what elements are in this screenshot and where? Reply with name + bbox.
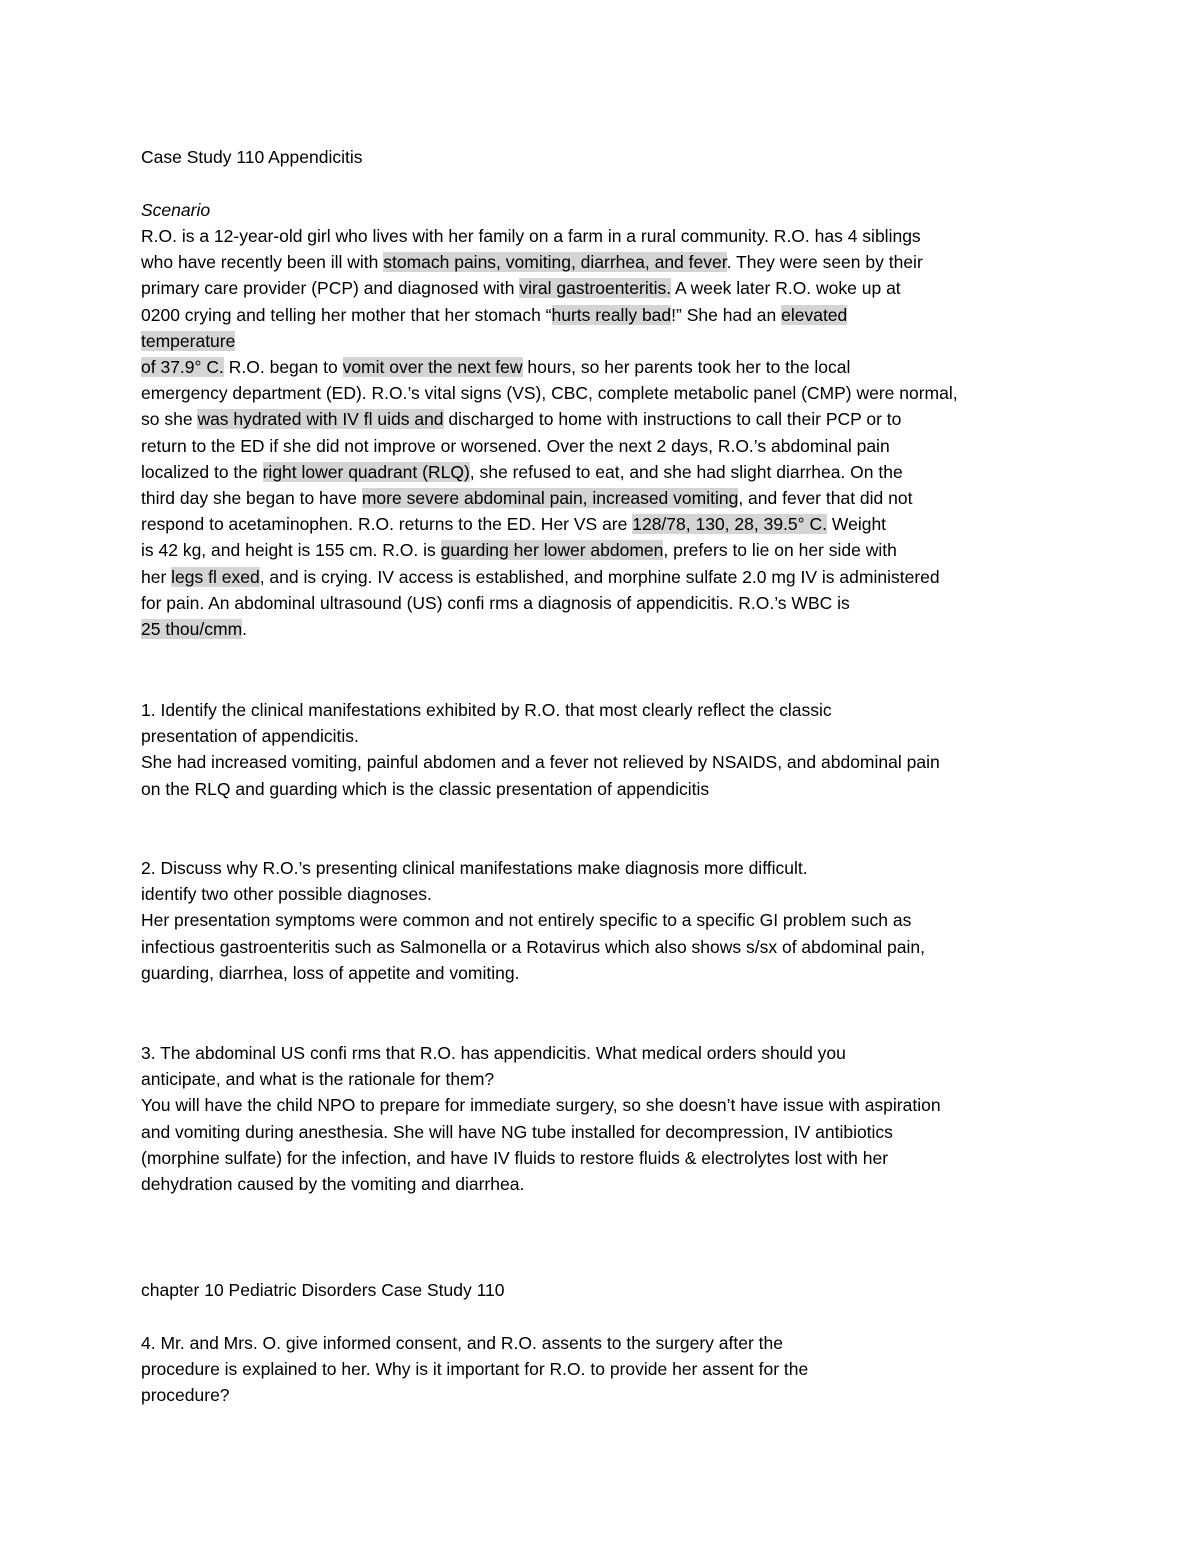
scenario-line (141, 539, 897, 561)
question-1-line: presentation of appendicitis. (141, 726, 359, 747)
text-run: for pain. An abdominal ultrasound (US) confi rms a diagnosis of appendicitis. R.O.’s WBC is (141, 592, 850, 613)
text-run: , she refused to eat, and she had slight diarrhea. On the (469, 461, 903, 482)
scenario-line (141, 304, 847, 326)
question-4-line: procedure is explained to her. Why is it important for R.O. to provide her assent for the (141, 1359, 809, 1380)
question-2-line: infectious gastroenteritis such as Salmonella or a Rotavirus which also shows s/sx of abdominal pain, (141, 936, 925, 957)
highlighted-text: guarding her lower abdomen (440, 540, 664, 561)
text-run: respond to acetaminophen. R.O. returns to the ED. Her VS are (141, 514, 633, 535)
highlighted-text: stomach pains, vomiting, diarrhea, and fever (383, 252, 727, 273)
text-run: Weight (827, 514, 887, 535)
scenario-line (141, 382, 958, 404)
text-run: , prefers to lie on her side with (663, 540, 897, 561)
scenario-line (141, 408, 901, 430)
question-2-line: guarding, diarrhea, loss of appetite and vomiting. (141, 962, 520, 983)
question-2-line: Her presentation symptoms were common and not entirely specific to a specific GI problem such as (141, 910, 912, 931)
highlighted-text: of 37.9° C. (141, 357, 224, 377)
text-run: . They were seen by their (726, 252, 923, 273)
scenario-line (141, 487, 912, 509)
text-run: R.O. is a 12-year-old girl who lives with her family on a farm in a rural community. R.O. has 4 siblings (141, 226, 921, 246)
text-run: . (242, 619, 248, 639)
highlighted-text: right lower quadrant (RLQ) (262, 461, 470, 482)
question-4-line: 4. Mr. and Mrs. O. give informed consent, and R.O. assents to the surgery after the (141, 1333, 783, 1353)
highlighted-text: temperature (141, 330, 236, 351)
text-run: discharged to home with instructions to call their PCP or to (443, 409, 902, 430)
highlighted-text: was hydrated with IV fl uids and (197, 409, 444, 430)
highlighted-text: elevated (781, 304, 848, 325)
highlighted-text: 25 thou/cmm (141, 619, 243, 639)
question-3-line: (morphine sulfate) for the infection, and have IV fluids to restore fluids & electrolytes lost with her (141, 1147, 889, 1168)
scenario-line (141, 566, 940, 588)
question-3-line: anticipate, and what is the rationale for them? (141, 1069, 495, 1090)
scenario-line (141, 513, 886, 535)
text-run: third day she began to have (141, 488, 362, 508)
question-1-line: on the RLQ and guarding which is the classic presentation of appendicitis (141, 778, 710, 799)
question-3-line: and vomiting during anesthesia. She will have NG tube installed for decompression, IV antibiotics (141, 1121, 893, 1142)
text-run: 0200 crying and telling her mother that her stomach “ (141, 304, 552, 325)
question-4-line: procedure? (141, 1385, 230, 1406)
text-run: her (141, 566, 172, 587)
scenario-line (141, 225, 921, 247)
scenario-line (141, 435, 890, 457)
scenario-line (141, 618, 247, 640)
text-run: primary care provider (PCP) and diagnosed with (141, 278, 520, 299)
scenario-line (141, 330, 235, 352)
text-run: return to the ED if she did not improve or worsened. Over the next 2 days, R.O.’s abdominal pain (141, 435, 890, 456)
text-run: is 42 kg, and height is 155 cm. R.O. is (141, 540, 441, 561)
document-title: Case Study 110 Appendicitis (141, 147, 363, 167)
scenario-line (141, 251, 923, 273)
text-run: , and fever that did not (738, 488, 913, 508)
question-3-line: dehydration caused by the vomiting and diarrhea. (141, 1174, 525, 1194)
text-run: who have recently been ill with (141, 252, 384, 273)
highlighted-text: 128/78, 130, 28, 39.5° C. (632, 514, 828, 535)
chapter-heading: chapter 10 Pediatric Disorders Case Study 110 (141, 1280, 505, 1300)
scenario-line (141, 356, 850, 378)
question-2-line: 2. Discuss why R.O.’s presenting clinical manifestations make diagnosis more difficult. (141, 858, 808, 878)
scenario-heading: Scenario (141, 200, 211, 220)
text-run: emergency department (ED). R.O.’s vital signs (VS), CBC, complete metabolic panel (CMP) were normal, (141, 383, 958, 404)
text-run: so she (141, 409, 198, 430)
question-2-line: identify two other possible diagnoses. (141, 884, 432, 905)
text-run: hours, so her parents took her to the local (522, 357, 851, 377)
question-1-line: She had increased vomiting, painful abdomen and a fever not relieved by NSAIDS, and abdominal pain (141, 752, 940, 773)
highlighted-text: vomit over the next few (342, 357, 523, 377)
highlighted-text: viral gastroenteritis. (519, 278, 672, 299)
scenario-line (141, 592, 850, 614)
scenario-line (141, 277, 901, 299)
question-3-line: 3. The abdominal US confi rms that R.O. has appendicitis. What medical orders should you (141, 1043, 846, 1063)
highlighted-text: legs fl exed (171, 566, 260, 587)
text-run: localized to the (141, 461, 263, 482)
text-run: A week later R.O. woke up at (671, 278, 901, 299)
text-run: , and is crying. IV access is established, and morphine sulfate 2.0 mg IV is administered (259, 566, 940, 587)
text-run: !” She had an (671, 304, 782, 325)
text-run: R.O. began to (223, 357, 343, 377)
question-3-line: You will have the child NPO to prepare for immediate surgery, so she doesn’t have issue with aspiration (141, 1095, 941, 1116)
scenario-line (141, 461, 903, 483)
highlighted-text: hurts really bad (551, 304, 672, 325)
question-1-line: 1. Identify the clinical manifestations exhibited by R.O. that most clearly reflect the classic (141, 700, 832, 720)
highlighted-text: more severe abdominal pain, increased vomiting (361, 488, 739, 508)
